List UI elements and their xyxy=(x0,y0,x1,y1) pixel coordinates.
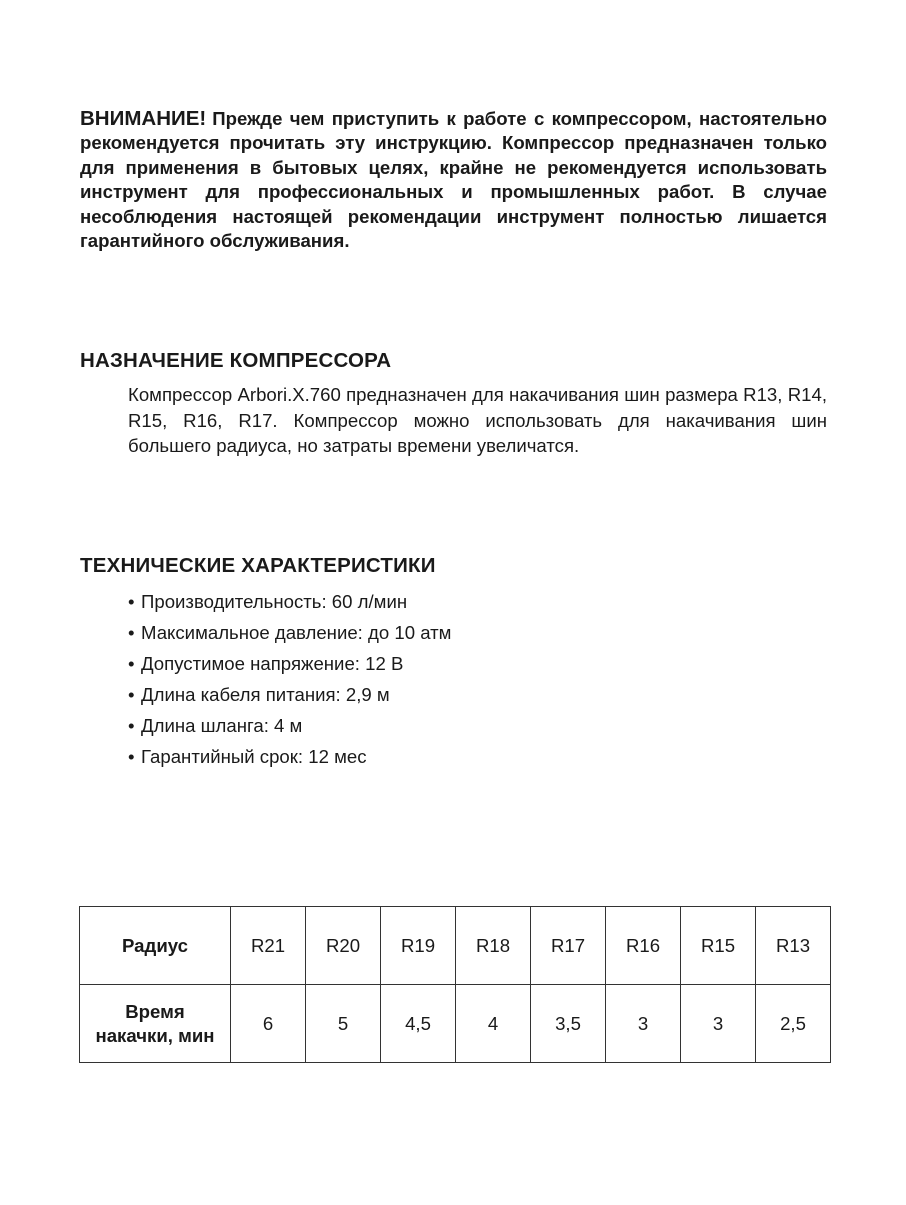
bullet-icon: • xyxy=(128,715,135,736)
table-row-radius xyxy=(80,907,831,985)
spec-item-text: Длина шланга: 4 м xyxy=(141,715,303,736)
bullet-icon: • xyxy=(128,684,135,705)
specs-heading: ТЕХНИЧЕСКИЕ ХАРАКТЕРИСТИКИ xyxy=(80,554,436,577)
bullet-icon: • xyxy=(128,591,135,612)
spec-item xyxy=(128,620,451,651)
radius-header-cell: Радиус xyxy=(80,907,231,985)
spec-item xyxy=(128,744,451,775)
purpose-text: Компрессор Arbori.X.760 предназначен для накачивания шин размера R13, R14, R15, R16, R17. Компрессор можно использовать для накачивания шин большего радиуса, но затраты времени увеличатся. xyxy=(128,384,827,456)
spec-item xyxy=(128,651,451,682)
warning-text: Прежде чем приступить к работе с компрессором, настоятельно рекомендуется прочитать эту инструкцию. Компрессор предназначен только для применения в бытовых целях, крайне не рекомендуется использовать инструмент для профессиональных и промышленных работ. В случае несоблюдения настоящей рекомендации инструмент полностью лишается гарантийного обслуживания. xyxy=(80,108,827,252)
inflation-time-table xyxy=(79,906,831,1063)
bullet-icon: • xyxy=(128,746,135,767)
time-cell: 4 xyxy=(456,985,531,1063)
time-cell: 6 xyxy=(231,985,306,1063)
spec-item-text: Максимальное давление: до 10 атм xyxy=(141,622,452,643)
warning-lead: ВНИМАНИЕ! xyxy=(80,107,207,130)
purpose-heading: НАЗНАЧЕНИЕ КОМПРЕССОРА xyxy=(80,349,392,372)
spec-item xyxy=(128,589,451,620)
spec-item-text: Производительность: 60 л/мин xyxy=(141,591,408,612)
radius-cell: R18 xyxy=(456,907,531,985)
time-cell: 4,5 xyxy=(381,985,456,1063)
spec-item-text: Допустимое напряжение: 12 В xyxy=(141,653,404,674)
radius-cell: R19 xyxy=(381,907,456,985)
bullet-icon: • xyxy=(128,622,135,643)
time-cell: 5 xyxy=(306,985,381,1063)
time-cell: 2,5 xyxy=(756,985,831,1063)
radius-cell: R16 xyxy=(606,907,681,985)
spec-item xyxy=(128,713,451,744)
spec-item xyxy=(128,682,451,713)
table-row-time xyxy=(80,985,831,1063)
radius-cell: R17 xyxy=(531,907,606,985)
time-cell: 3,5 xyxy=(531,985,606,1063)
bullet-icon: • xyxy=(128,653,135,674)
spec-item-text: Гарантийный срок: 12 мес xyxy=(141,746,367,767)
time-header-line2: накачки, мин xyxy=(95,1024,215,1046)
time-header-cell xyxy=(80,985,231,1063)
time-cell: 3 xyxy=(606,985,681,1063)
radius-cell: R21 xyxy=(231,907,306,985)
time-header-line1: Время xyxy=(125,1000,185,1022)
specs-list xyxy=(128,589,451,775)
warning-paragraph xyxy=(80,107,827,253)
radius-cell: R20 xyxy=(306,907,381,985)
data-table xyxy=(79,906,831,1063)
spec-item-text: Длина кабеля питания: 2,9 м xyxy=(141,684,390,705)
radius-cell: R15 xyxy=(681,907,756,985)
radius-cell: R13 xyxy=(756,907,831,985)
time-cell: 3 xyxy=(681,985,756,1063)
